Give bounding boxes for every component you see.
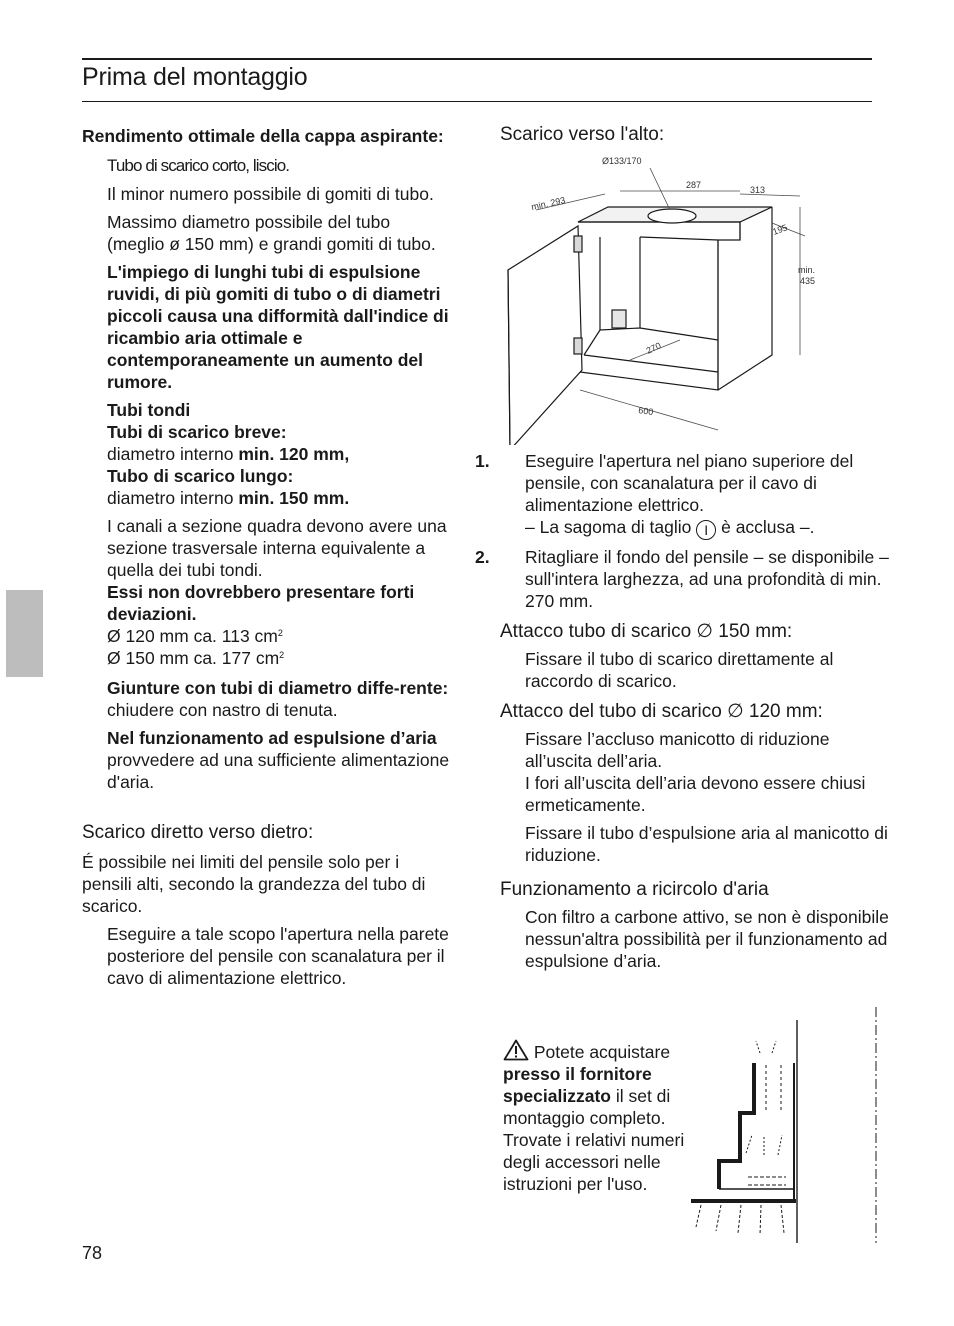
exhaust-paragraph: Nel funzionamento ad espulsione d’aria provvedere ad una sufficiente alimentazione d'aria. bbox=[107, 728, 450, 792]
square-ducts-block bbox=[82, 515, 452, 669]
dim-min293: min. 293 bbox=[530, 194, 567, 212]
area-150: Ø 150 mm ca. 177 $cm^2$ bbox=[107, 648, 285, 668]
long-tube-title: Tubo di scarico lungo: bbox=[107, 466, 294, 486]
short-tube-diameter: diametro interno min. 120 mm, bbox=[107, 444, 350, 464]
header-top-rule bbox=[82, 58, 872, 60]
dim-270: 270 bbox=[644, 340, 663, 356]
connection-120-heading: Attacco del tubo di scarico ∅ 120 mm: bbox=[500, 701, 823, 722]
up-exhaust-heading: Scarico verso l'alto: bbox=[500, 124, 665, 145]
step-2: 2. Ritagliare il fondo del pensile – se disponibile – sull'intera larghezza, ad una profondità di min. 270 mm. bbox=[475, 547, 889, 611]
recirculation-diagram bbox=[686, 1005, 886, 1245]
long-tube-diameter: diametro interno min. 150 mm. bbox=[107, 488, 350, 508]
cabinet-cutout-diagram bbox=[500, 150, 840, 445]
dim-600: 600 bbox=[637, 405, 654, 418]
dim-287: 287 bbox=[686, 180, 702, 190]
language-side-tab bbox=[6, 590, 43, 677]
page-title: Prima del montaggio bbox=[82, 63, 308, 91]
square-ducts-text: I canali a sezione quadra devono avere una sezione trasversale interna equivalente a quella dei tubi tondi. bbox=[107, 516, 447, 580]
paragraph-max-diameter: Massimo diametro possibile del tubo (meglio ø 150 mm) e grandi gomiti di tubo. bbox=[107, 212, 436, 254]
paragraph-few-elbows: Il minor numero possibile di gomiti di tubo. bbox=[107, 184, 434, 204]
dim-195: 195 bbox=[771, 222, 789, 237]
connection-150-text: Fissare il tubo di scarico direttamente al raccordo di scarico. bbox=[525, 649, 834, 691]
warning-triangle-icon bbox=[503, 1039, 529, 1061]
square-ducts-warning: Essi non dovrebbero presentare forti deviazioni. bbox=[107, 582, 415, 624]
dim-min435-a: min. bbox=[798, 265, 816, 275]
template-i-icon: I bbox=[696, 520, 716, 540]
short-tube-title: Tubi di scarico breve: bbox=[107, 422, 287, 442]
area-120: Ø 120 mm ca. 113 $cm^2$ bbox=[107, 626, 283, 646]
connection-120-text-c: Fissare il tubo d’espulsione aria al manicotto di riduzione. bbox=[525, 823, 888, 865]
dim-diameter: Ø133/170 bbox=[602, 156, 642, 166]
back-exhaust-instructions: Eseguire a tale scopo l'apertura nella parete posteriore del pensile con scanalatura per il cavo di alimentazione elettrico. bbox=[107, 924, 449, 988]
page-number: 78 bbox=[82, 1243, 103, 1263]
accessory-note-text: Potete acquistare presso il fornitore specializzato il set di montaggio completo. Trovate i relativi numeri degli accessori nelle istruzioni per l'uso. bbox=[503, 1039, 693, 1195]
dim-min435-b: 435 bbox=[800, 276, 816, 286]
round-tubes-block bbox=[82, 399, 452, 509]
back-exhaust-paragraph: É possibile nei limiti del pensile solo per i pensili alti, secondo la grandezza del tubo di scarico. bbox=[82, 852, 426, 916]
joints-paragraph: Giunture con tubi di diametro diffe-rente: chiudere con nastro di tenuta. bbox=[107, 678, 449, 720]
intro-heading: Rendimento ottimale della cappa aspirante: bbox=[82, 126, 444, 146]
dim-313: 313 bbox=[750, 185, 766, 195]
connection-150-heading: Attacco tubo di scarico ∅ 150 mm: bbox=[500, 621, 793, 642]
recirculation-text: Con filtro a carbone attivo, se non è disponibile nessun'altra possibilità per il funzionamento ad espulsione d’aria. bbox=[525, 907, 889, 971]
header-bottom-rule bbox=[82, 101, 872, 102]
paragraph-short-tube: Tubo di scarico corto, liscio. bbox=[107, 156, 290, 175]
right-column bbox=[500, 123, 890, 147]
right-column-steps bbox=[475, 450, 892, 972]
connection-120-text-b: I fori all’uscita dell’aria devono essere chiusi ermeticamente. bbox=[525, 773, 866, 815]
recirculation-heading: Funzionamento a ricircolo d'aria bbox=[500, 879, 769, 900]
round-tubes-title: Tubi tondi bbox=[107, 400, 191, 420]
accessory-note bbox=[503, 1039, 693, 1195]
connection-120-text-a: Fissare l’accluso manicotto di riduzione all’uscita dell’aria. bbox=[525, 729, 830, 771]
back-exhaust-heading: Scarico diretto verso dietro: bbox=[82, 822, 314, 843]
step-1-template-note: – La sagoma di taglio I è acclusa –. bbox=[525, 517, 815, 538]
left-column bbox=[82, 125, 452, 989]
paragraph-warning-long-tubes: L'impiego di lunghi tubi di espulsione ruvidi, di più gomiti di tubo o di diametri piccoli causa una difformità dall'indice di ricambio aria ottimale e contemporaneamente un aumento del rumore. bbox=[107, 262, 449, 392]
step-1: 1. Eseguire l'apertura nel piano superiore del pensile, con scanalatura per il cavo di alimentazione elettrico. bbox=[475, 451, 854, 515]
